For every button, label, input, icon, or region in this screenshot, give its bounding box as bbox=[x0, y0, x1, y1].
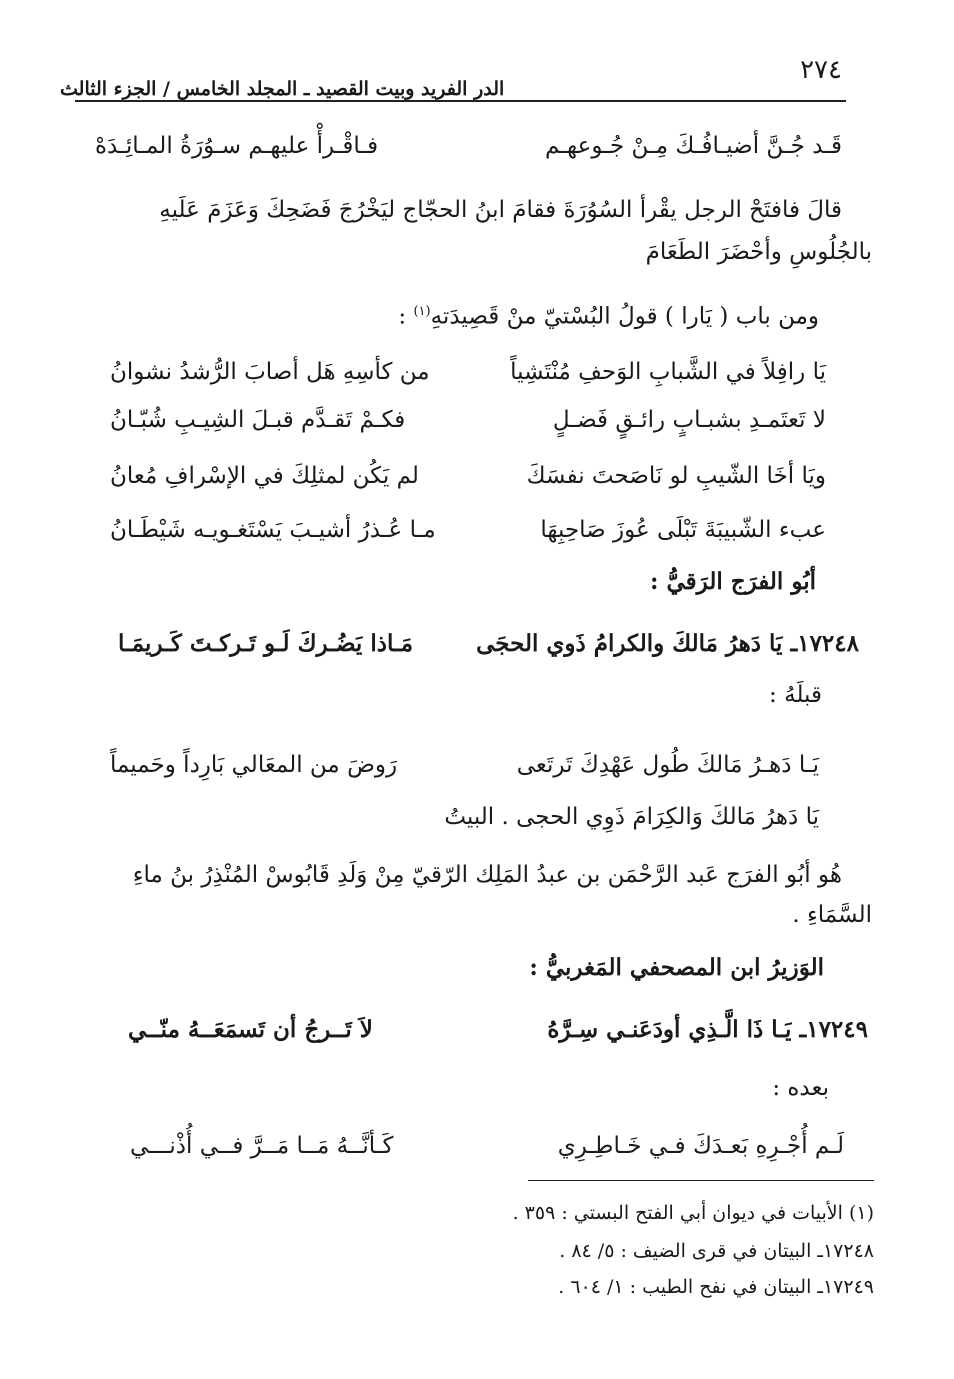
verse-line bbox=[110, 350, 826, 398]
verse-hemistich-left: فكـمْ تَقـدَّم قبـلَ الشِيـبِ شُبّـانُ bbox=[110, 407, 406, 433]
numbered-verse bbox=[128, 1008, 868, 1056]
numbered-verse bbox=[118, 622, 859, 670]
poem-intro bbox=[398, 292, 819, 337]
paragraph-line: قالَ فافتَحْ الرجل يقْرأ السُوُرَةَ فقامَ ابنُ الحجّاج ليَخْرُجَ فَضَحِكَ وَعَزَمَ عَلَيهِ bbox=[159, 197, 842, 223]
verse-line bbox=[110, 398, 826, 446]
footnote: (١) الأبيات في ديوان أبي الفتح البستي : ٣٥٩ . bbox=[512, 1202, 874, 1224]
poem-intro-colon: : bbox=[398, 303, 414, 330]
verse-hemistich-right: يَـا دَهـرُ مَالكَ طُول عَهْدِكَ تَرتَعى bbox=[516, 752, 819, 778]
verse-line bbox=[95, 124, 842, 172]
verse-hemistich-right: قَـد جُـنَّ أضيـافُـكَ مِـنْ جُـوعهـم bbox=[544, 133, 842, 159]
header-rule bbox=[75, 100, 846, 102]
footnote: ١٧٢٤٨ـ البيتان في قرى الضيف : ٥/ ٨٤ . bbox=[559, 1240, 874, 1262]
footnote-rule bbox=[528, 1180, 874, 1181]
page-number: ٢٧٤ bbox=[800, 55, 842, 85]
running-title: الدر الفريد وبيت القصيد ـ المجلد الخامس / الجزء الثالث bbox=[60, 78, 505, 100]
verse-text: يَا دَهرُ مَالكَ والكرامُ ذَوي الحجَى bbox=[476, 630, 783, 657]
paragraph-line: هُو أبُو الفرَج عَبد الرَّحْمَن بن عبدُ المَلِك الرّقيّ مِنْ وَلَدِ قَابُوسْ المُنْذِرُ بنُ ماءِ bbox=[132, 862, 842, 888]
poet-heading: أبُو الفرَج الرَقيُّ : bbox=[649, 568, 816, 595]
verse-hemistich-right bbox=[547, 1008, 868, 1052]
verse-hemistich-right bbox=[476, 622, 859, 666]
verse-hemistich-left: فـاقْـرأْ عليهـم سـوُرَةُ المـائِـدَهْ bbox=[95, 133, 379, 159]
paragraph-line: بالجُلُوسِ وأحْضَرَ الطَعَامَ bbox=[645, 239, 872, 265]
page-header bbox=[60, 55, 842, 100]
verse-hemistich-left: مَـاذا يَضُـركَ لَـو تَـركـتَ كَـريمَـا bbox=[118, 630, 414, 657]
entry-number: ١٧٢٤٩ـ bbox=[799, 1016, 868, 1043]
verse-hemistich-right: يَا رافِلاً في الشَّبابِ الوَحفِ مُنْتَشِياً bbox=[510, 359, 826, 385]
after-label: بعده : bbox=[772, 1075, 829, 1101]
before-label: قبلَهُ : bbox=[769, 682, 822, 708]
verse-reference: يَا دَهرُ مَالكَ وَالكِرَامَ ذَوِي الحجى . البيتُ bbox=[444, 804, 819, 830]
entry-number: ١٧٢٤٨ـ bbox=[790, 630, 859, 657]
verse-hemistich-left: مـا عُـذرُ أشيـبَ يَسْتَغـويـه شَيْطَـانُ bbox=[110, 517, 436, 543]
footnote: ١٧٢٤٩ـ البيتان في نفح الطيب : ١/ ٦٠٤ . bbox=[558, 1276, 874, 1298]
verse-line bbox=[110, 743, 819, 791]
footnote-marker: (١) bbox=[413, 304, 431, 319]
verse-hemistich-left: كَـأنَّــهُ مَــا مَــرَّ فــي أُذْنـــي bbox=[130, 1133, 394, 1159]
verse-hemistich-left: لم يَكُن لمثلِكَ في الإسْرافِ مُعانُ bbox=[110, 463, 419, 489]
verse-hemistich-right: عبء الشّبيبَةَ تَبْلَى عُوزَ صَاحِبِهَا bbox=[540, 517, 826, 543]
poet-heading: الوَزيرُ ابن المصحفي المَغربيُّ : bbox=[529, 954, 824, 981]
verse-hemistich-right: ويَا أخَا الشّيبِ لو نَاصَحتَ نفسَكَ bbox=[526, 463, 826, 489]
paragraph-line: السَّمَاءِ . bbox=[792, 902, 872, 928]
verse-hemistich-left: لاَ تَــرجُ أن تَسمَعَــهُ منّــي bbox=[128, 1016, 373, 1043]
verse-hemistich-right: لا تَعتَمـدِ بشبـابٍ رائـقٍ فَضـلٍ bbox=[552, 407, 826, 433]
verse-line bbox=[110, 454, 826, 502]
verse-hemistich-left: رَوضَ من المعَالي بَارِداً وحَميماً bbox=[110, 752, 398, 778]
verse-line bbox=[130, 1124, 844, 1172]
verse-hemistich-left: من كأسِهِ هَل أصابَ الرُّشدُ نشوانُ bbox=[110, 359, 430, 385]
verse-hemistich-right: لَـم أُجْـرِهِ بَعـدَكَ فـي خَـاطِـرِي bbox=[557, 1133, 844, 1159]
verse-line bbox=[110, 508, 826, 556]
poem-intro-text: ومن باب ( يَارا ) قولُ البُسْتيّ منْ قَصِيدَتهِ bbox=[430, 303, 819, 330]
verse-text: يَـا ذَا الَّـذِي أودَعَنـي سِـرَّهُ bbox=[547, 1016, 792, 1043]
